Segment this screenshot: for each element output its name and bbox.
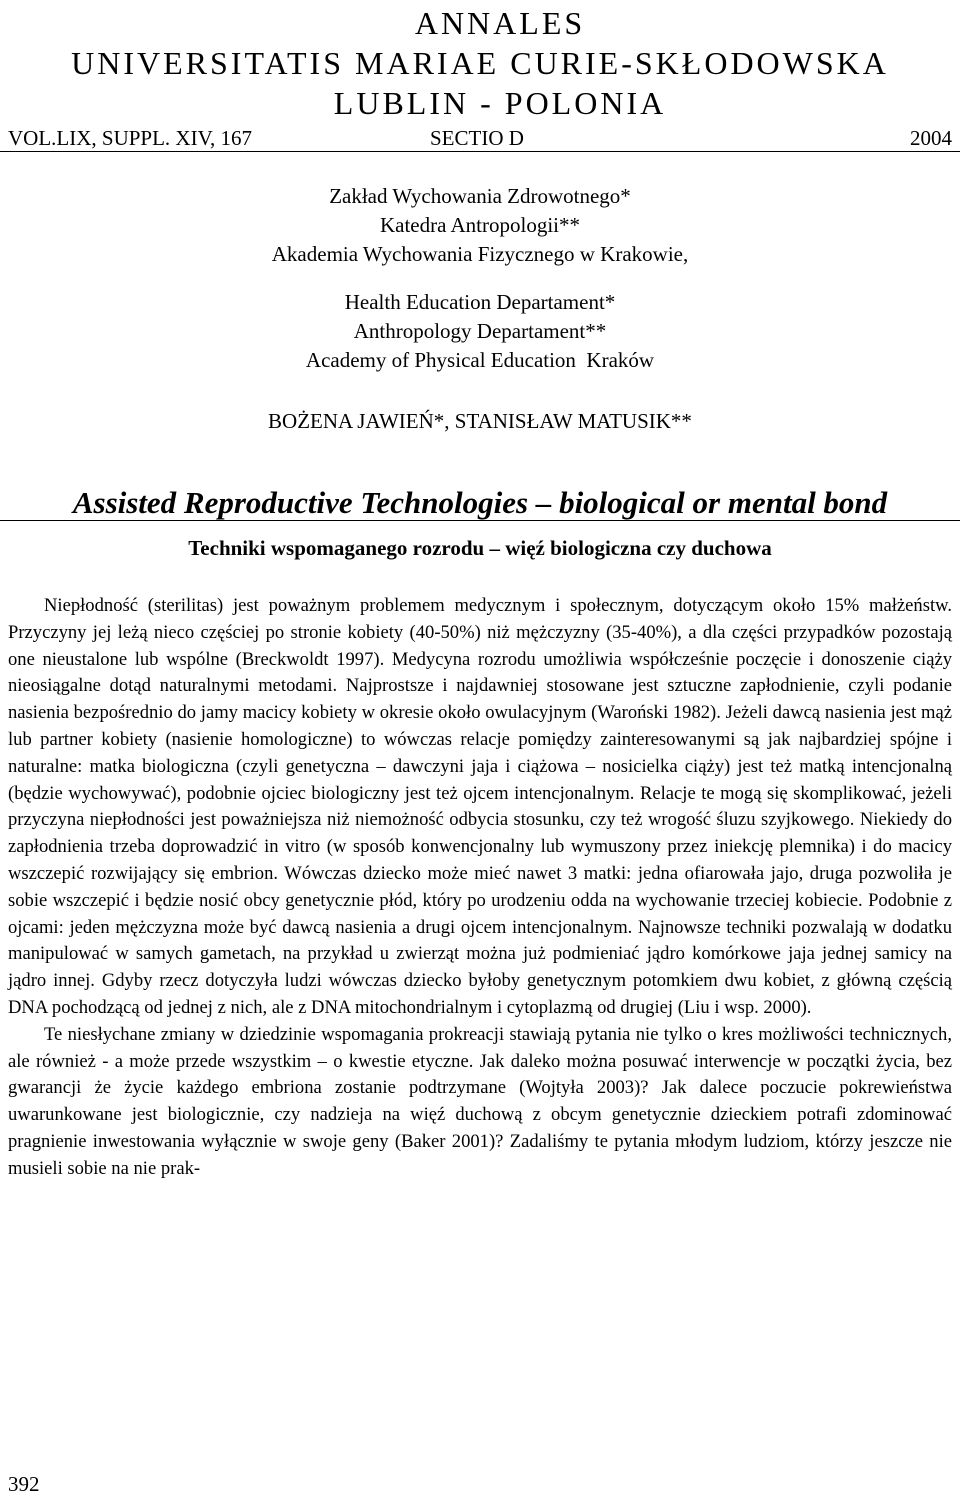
header-rule xyxy=(0,151,960,152)
year-info: 2004 xyxy=(910,126,952,150)
journal-name-line-2: UNIVERSITATIS MARIAE CURIE-SKŁODOWSKA xyxy=(71,45,889,81)
affiliation-line: Akademia Wychowania Fizycznego w Krakowie, xyxy=(271,242,689,266)
volume-line xyxy=(8,124,952,152)
journal-name-line-1: ANNALES xyxy=(414,5,586,41)
affiliation-line: Katedra Antropologii** xyxy=(379,213,581,237)
page-number: 392 xyxy=(8,1472,40,1496)
paragraph: Niepłodność (sterilitas) jest poważnym problemem medycznym i społecznym, dotyczącym około 15% małżeństw. Przyczyny jej leżą nieco częściej po stronie kobiety (40-50%) niż mężczyzny (35-40%), a dla części przypadków pozostają one nieustalone lub wspólne (Breckwoldt 1997). Medycyna rozrodu umożliwia współcześnie poczęcie i donoszenie ciąży nieosiągalne dotąd naturalnymi metodami. Najprostsze i najdawniej stosowane jest sztuczne zapłodnienie, czyli podanie nasienia bezpośrednio do jamy macicy kobiety w okresie około owulacyjnym (Waroński 1982). Jeżeli dawcą nasienia jest mąż lub partner kobiety (nasienie homologiczne) to wówczas relacje pomiędzy zainteresowanymi są jak najbardziej spójne i naturalne: matka biologiczna (czyli genetyczna – dawczyni jaja i ciążowa – nosicielka ciąży) jest też matką intencjonalną (będzie wychowywać), podobnie ojciec biologiczny jest też ojcem intencjonalnym. Relacje te mogą się skomplikować, jeżeli przyczyna niepłodności jest poważniejsza niż niemożność odbycia stosunku, czy też wrogość śluzu szyjkowego. Niekiedy do zapłodnienia trzeba doprowadzić in vitro (w sposób konwencjonalny lub wymuszony przez iniekcję plemnika) i do macicy wszczepić rozwijający się embrion. Wówczas dziecko może mieć nawet 3 matki: jedna ofiarowała jajo, druga pozwoliła je sobie wszczepić i będzie nosić obcy genetycznie płód, który po urodzeniu odda na wychowanie trzeciej kobiecie. Podobnie z ojcami: jeden mężczyzna może być dawcą nasienia a drugi ojcem intencjonalnym. Najnowsze techniki pozwalają w dodatku manipulować w samych gametach, na przykład u zwierząt można już podmieniać jądro komórkowe jaja jednej samicy na jądro innej. Gdyby rzecz dotyczyła ludzi wówczas dziecko byłoby genetycznym potomkiem dwu kobiet, z główną częścią DNA pochodzącą od jednej z nich, ale z DNA mitochondrialnym i cytoplazmą od drugiej (Liu i wsp. 2000). xyxy=(8,595,952,1018)
article-title-polish: Techniki wspomaganego rozrodu – więź biologiczna czy duchowa xyxy=(188,536,772,560)
journal-name-line-3: LUBLIN - POLONIA xyxy=(333,85,667,121)
article-body xyxy=(8,593,952,1183)
affiliations-english xyxy=(0,288,960,375)
authors: BOŻENA JAWIEŃ*, STANISŁAW MATUSIK** xyxy=(268,409,692,433)
affiliation-line: Academy of Physical Education Kraków xyxy=(305,348,655,372)
paragraph: Te niesłychane zmiany w dziedzinie wspomagania prokreacji stawiają pytania nie tylko o kres możliwości technicznych, ale również - a może przede wszystkim – o kwestie etyczne. Jak daleko można posuwać interwencje w początki życia, bez gwarancji że życie każdego embriona zostanie podtrzymane (Wojtyła 2003)? Jak dalece poczucie pokrewieństwa uwarunkowane jest biologicznie, czy nadzieja na więź duchową z obcym genetycznie dzieckiem potrafi zdominować pragnienie inwestowania wyłącznie w swoje geny (Baker 2001)? Zadaliśmy te pytania młodym ludziom, którzy jeszcze nie musieli sobie na nie prak- xyxy=(8,1023,952,1179)
affiliation-line: Zakład Wychowania Zdrowotnego* xyxy=(329,184,631,208)
volume-info: VOL.LIX, SUPPL. XIV, 167 xyxy=(8,126,253,150)
section-info: SECTIO D xyxy=(430,126,524,150)
affiliation-line: Health Education Departament* xyxy=(344,290,616,314)
affiliations-polish xyxy=(0,182,960,269)
title-rule xyxy=(0,520,960,521)
affiliation-line: Anthropology Departament** xyxy=(353,319,607,343)
article-title-english: Assisted Reproductive Technologies – biological or mental bond xyxy=(72,485,888,520)
